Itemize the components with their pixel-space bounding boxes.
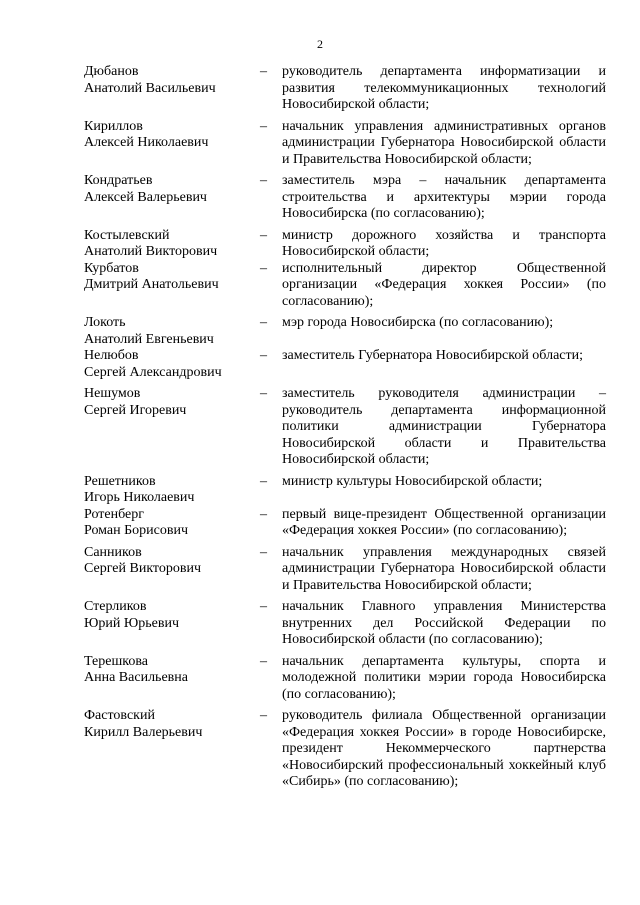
member-name: Стерликов Юрий Юрьевич bbox=[84, 599, 180, 631]
member-role: начальник департамента культуры, спорта и молодежной политики мэрии города Новосибирска (по согласованию); bbox=[282, 653, 606, 702]
member-role: исполнительный директор Общественной организации «Федерация хоккея России» (по согласованию); bbox=[282, 260, 606, 309]
member-role: начальник управления административных органов администрации Губернатора Новосибирской области и Правительства Новосибирской области; bbox=[282, 118, 606, 167]
member-role: руководитель филиала Общественной организации «Федерация хоккея России» в городе Новосибирске, президент Некоммерческого партнерства «Новосибирский профессиональный хоккейный клуб «Сибирь» (по согласованию); bbox=[282, 708, 606, 789]
page-number: 2 bbox=[317, 37, 323, 51]
member-role: министр дорожного хозяйства и транспорта Новосибирской области; bbox=[282, 227, 606, 259]
dash: – bbox=[260, 227, 267, 243]
member-role: начальник Главного управления Министерства внутренних дел Российской Федерации по Новосибирской области (по согласованию); bbox=[282, 599, 606, 647]
dash: – bbox=[260, 653, 267, 669]
member-row bbox=[84, 119, 606, 169]
member-name: Фастовский Кирилл Валерьевич bbox=[84, 708, 203, 740]
member-role: руководитель департамента информатизации и развития телекоммуникационных технологий Новосибирской области; bbox=[282, 64, 606, 112]
member-role: начальник управления международных связей администрации Губернатора Новосибирской области и Правительства Новосибирской области; bbox=[282, 544, 606, 593]
dash: – bbox=[260, 64, 267, 79]
dash: – bbox=[260, 260, 267, 276]
member-role: первый вице-президент Общественной организации «Федерация хоккея России» (по согласованию); bbox=[282, 506, 606, 538]
member-role: министр культуры Новосибирской области; bbox=[282, 473, 543, 489]
member-name: Кириллов Алексей Николаевич bbox=[84, 118, 209, 150]
dash: – bbox=[260, 118, 267, 134]
dash: – bbox=[260, 173, 267, 188]
member-name: Кондратьев Алексей Валерьевич bbox=[84, 173, 207, 205]
member-row bbox=[84, 348, 606, 381]
member-name: Нелюбов Сергей Александрович bbox=[84, 348, 222, 380]
dash: – bbox=[260, 708, 267, 723]
member-name: Нешумов Сергей Игоревич bbox=[84, 386, 187, 418]
member-name: Ротенберг Роман Борисович bbox=[84, 506, 189, 538]
member-name: Курбатов Дмитрий Анатольевич bbox=[84, 260, 219, 292]
member-row bbox=[84, 261, 606, 311]
member-role: заместитель руководителя администрации – руководитель департамента информационной политики администрации Губернатора Новосибирской области и Правительства Новосибирской области; bbox=[282, 386, 606, 467]
member-name: Терешкова Анна Васильевна bbox=[84, 653, 188, 685]
member-list bbox=[84, 64, 606, 791]
member-row bbox=[84, 654, 606, 704]
member-name: Костылевский Анатолий Викторович bbox=[84, 227, 218, 259]
member-row bbox=[84, 386, 606, 469]
member-role: заместитель Губернатора Новосибирской области; bbox=[282, 348, 583, 363]
member-name: Санников Сергей Викторович bbox=[84, 544, 202, 576]
member-row bbox=[84, 64, 606, 114]
member-role: мэр города Новосибирска (по согласованию); bbox=[282, 315, 554, 330]
member-row bbox=[84, 474, 606, 507]
dash: – bbox=[260, 506, 267, 522]
member-row bbox=[84, 507, 606, 540]
member-row bbox=[84, 173, 606, 223]
dash: – bbox=[260, 473, 267, 489]
member-row bbox=[84, 228, 606, 261]
member-row bbox=[84, 545, 606, 595]
member-name: Решетников Игорь Николаевич bbox=[84, 473, 195, 505]
member-row bbox=[84, 315, 606, 348]
dash: – bbox=[260, 315, 267, 330]
member-name: Локоть Анатолий Евгеньевич bbox=[84, 315, 214, 347]
member-role: заместитель мэра – начальник департамента строительства и архитектуры мэрии города Новосибирска (по согласованию); bbox=[282, 173, 606, 221]
dash: – bbox=[260, 544, 267, 560]
dash: – bbox=[260, 386, 267, 401]
dash: – bbox=[260, 348, 267, 363]
dash: – bbox=[260, 599, 267, 614]
member-row bbox=[84, 708, 606, 791]
member-row bbox=[84, 599, 606, 649]
member-name: Дюбанов Анатолий Васильевич bbox=[84, 64, 216, 96]
